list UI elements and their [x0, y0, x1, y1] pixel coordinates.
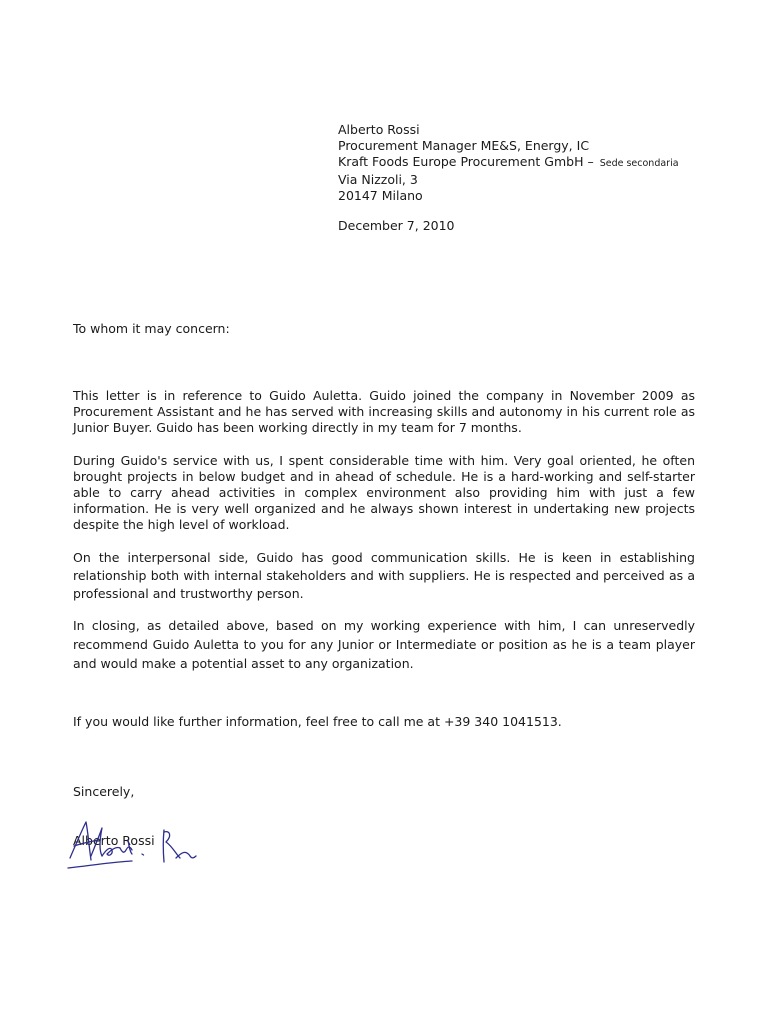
sender-company-note: Sede secondaria: [599, 158, 679, 169]
contact-line: If you would like further information, feel free to call me at +39 340 1041513.: [73, 714, 562, 729]
sender-address-block: [338, 122, 758, 204]
sender-name: Alberto Rossi: [338, 122, 420, 137]
paragraph-introduction: This letter is in reference to Guido Auletta. Guido joined the company in November 2009 as Procurement Assistant and he has served with increasing skills and autonomy in his current role as Junior Buyer. Guido has been working directly in my team for 7 months.: [73, 388, 695, 435]
sender-company-line: [338, 154, 758, 172]
sender-city: 20147 Milano: [338, 188, 423, 203]
letter-date: December 7, 2010: [338, 218, 455, 233]
salutation: To whom it may concern:: [73, 321, 230, 336]
paragraph-interpersonal: On the interpersonal side, Guido has good communication skills. He is keen in establishing relationship both with internal stakeholders and with suppliers. He is respected and perceived as a professional and trustworthy person.: [73, 550, 695, 601]
closing: Sincerely,: [73, 784, 135, 799]
paragraph-closing: In closing, as detailed above, based on my working experience with him, I can unreservedly recommend Guido Auletta to you for any Junior or Intermediate or position as he is a team player and would make a potential asset to any organization.: [73, 618, 695, 671]
sender-company: Kraft Foods Europe Procurement GmbH –: [338, 154, 594, 169]
paragraph-service: During Guido's service with us, I spent considerable time with him. Very goal oriented, he often brought projects in below budget and in ahead of schedule. He is a hard-working and self-starter able to carry ahead activities in complex environment also providing him with just a few information. He is very well organized and he always shown interest in undertaking new projects despite the high level of workload.: [73, 453, 695, 532]
sender-street: Via Nizzoli, 3: [338, 172, 418, 187]
sender-title: Procurement Manager ME&S, Energy, IC: [338, 138, 590, 153]
signer-name: Alberto Rossi: [73, 833, 155, 848]
